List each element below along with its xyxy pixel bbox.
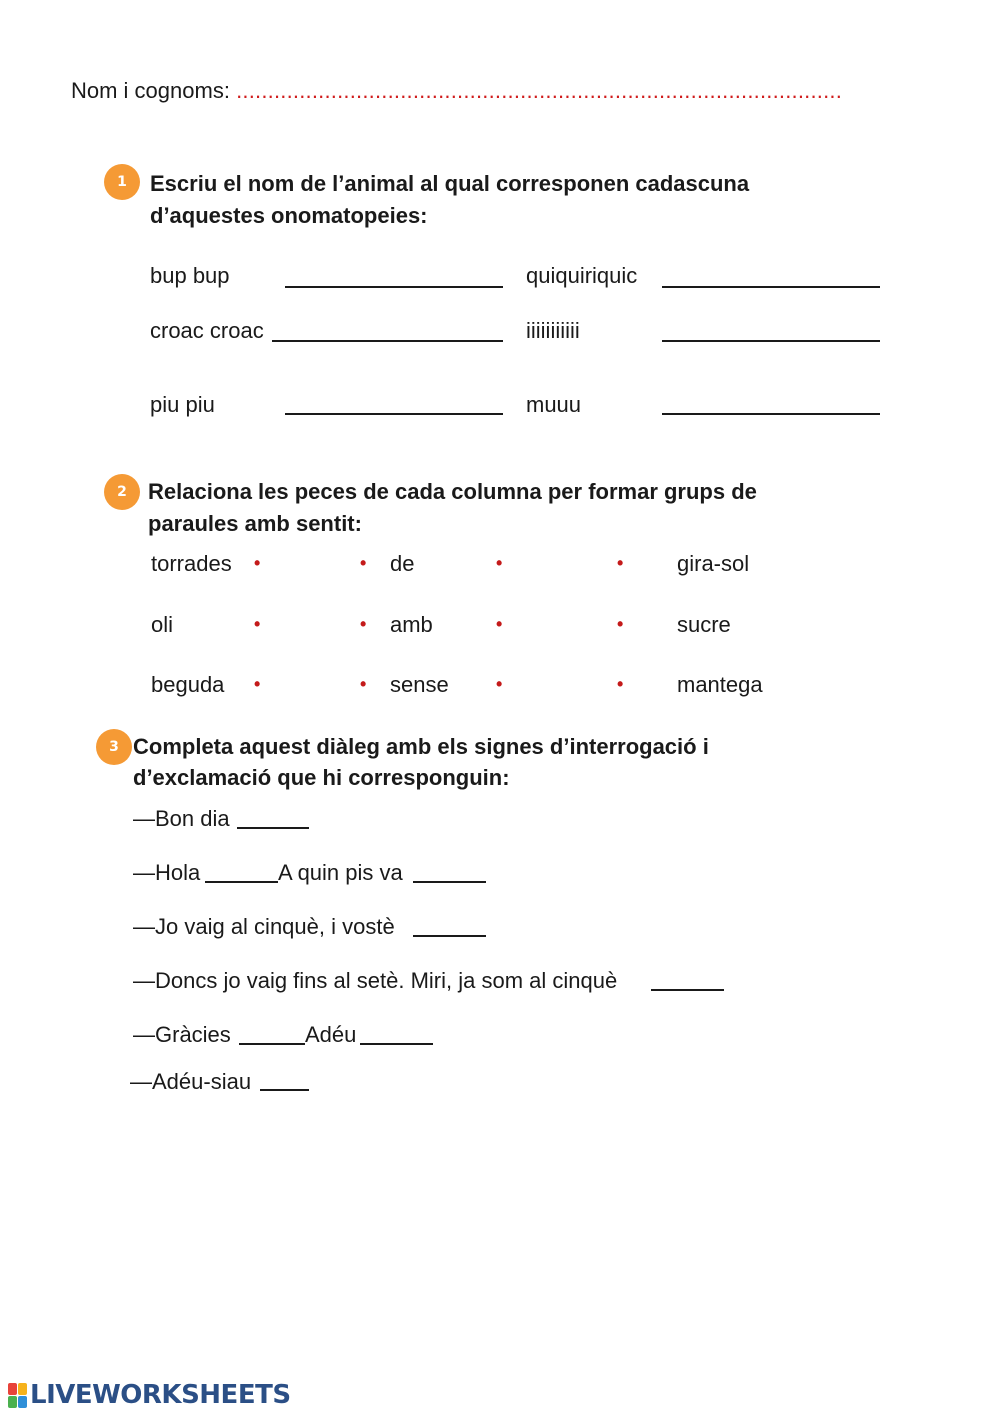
match-dot[interactable]: • <box>360 674 367 694</box>
exercise-3-instruction-line1: Completa aquest diàleg amb els signes d’interrogació i <box>133 734 709 759</box>
column3-word: mantega <box>677 672 763 697</box>
answer-line-muuu[interactable] <box>662 413 880 415</box>
match-dot[interactable]: • <box>254 553 261 573</box>
punctuation-blank[interactable] <box>260 1089 309 1091</box>
exercise-1-badge: 1 <box>104 164 140 200</box>
punctuation-blank[interactable] <box>239 1043 305 1045</box>
dialogue-line-part: A quin pis va <box>278 860 403 885</box>
onomatopoeia-bup-bup: bup bup <box>150 263 230 288</box>
match-dot[interactable]: • <box>496 614 503 634</box>
answer-line-quiquiriquic[interactable] <box>662 286 880 288</box>
match-dot[interactable]: • <box>360 614 367 634</box>
column1-word: beguda <box>151 672 225 697</box>
column2-word: sense <box>390 672 449 697</box>
column3-word: gira-sol <box>677 551 750 576</box>
dialogue-line: —Adéu-siau <box>130 1069 252 1094</box>
answer-line-piu-piu[interactable] <box>285 413 503 415</box>
onomatopoeia-quiquiriquic: quiquiriquic <box>526 263 638 288</box>
dialogue-line: —Jo vaig al cinquè, i vostè <box>133 914 395 939</box>
onomatopoeia-piu-piu: piu piu <box>150 392 215 417</box>
exercise-2-instruction-line2: paraules amb sentit: <box>148 511 362 536</box>
punctuation-blank[interactable] <box>413 935 486 937</box>
exercise-2-badge: 2 <box>104 474 140 510</box>
name-label: Nom i cognoms: <box>71 78 230 103</box>
column1-word: torrades <box>151 551 232 576</box>
dialogue-line: —Hola <box>133 860 201 885</box>
punctuation-blank[interactable] <box>360 1043 433 1045</box>
liveworksheets-logo-icon <box>8 1383 27 1408</box>
dialogue-line: —Gràcies <box>133 1022 231 1047</box>
exercise-1-instruction-line2: d’aquestes onomatopeies: <box>150 203 428 228</box>
match-dot[interactable]: • <box>617 614 624 634</box>
punctuation-blank[interactable] <box>237 827 309 829</box>
column3-word: sucre <box>677 612 731 637</box>
onomatopoeia-croac-croac: croac croac <box>150 318 264 343</box>
punctuation-blank[interactable] <box>205 881 278 883</box>
match-dot[interactable]: • <box>496 674 503 694</box>
column2-word: de <box>390 551 415 576</box>
name-field <box>71 78 842 104</box>
dialogue-line: —Doncs jo vaig fins al setè. Miri, ja som al cinquè <box>133 968 618 993</box>
dialogue-line: —Bon dia <box>133 806 230 831</box>
answer-line-bup-bup[interactable] <box>285 286 503 288</box>
match-dot[interactable]: • <box>254 614 261 634</box>
exercise-1-instruction-line1: Escriu el nom de l’animal al qual corresponen cadascuna <box>150 171 750 196</box>
answer-line-iiii[interactable] <box>662 340 880 342</box>
match-dot[interactable]: • <box>496 553 503 573</box>
answer-line-croac-croac[interactable] <box>272 340 503 342</box>
exercise-2-instruction-line1: Relaciona les peces de cada columna per formar grups de <box>148 479 757 504</box>
punctuation-blank[interactable] <box>413 881 486 883</box>
onomatopoeia-muuu: muuu <box>526 392 582 417</box>
punctuation-blank[interactable] <box>651 989 724 991</box>
exercise-3-instruction-line2: d’exclamació que hi corresponguin: <box>133 765 510 790</box>
liveworksheets-logo <box>8 1380 291 1410</box>
column2-word: amb <box>390 612 433 637</box>
match-dot[interactable]: • <box>617 674 624 694</box>
column1-word: oli <box>151 612 174 637</box>
match-dot[interactable]: • <box>254 674 261 694</box>
match-dot[interactable]: • <box>617 553 624 573</box>
dialogue-line-part: Adéu <box>305 1022 357 1047</box>
liveworksheets-logo-text: LIVEWORKSHEETS <box>30 1380 291 1410</box>
name-dots[interactable]: ................................................................................................ <box>236 78 843 103</box>
exercise-3-badge: 3 <box>96 729 132 765</box>
match-dot[interactable]: • <box>360 553 367 573</box>
onomatopoeia-iiii: iiiiiiiiiii <box>526 318 580 343</box>
